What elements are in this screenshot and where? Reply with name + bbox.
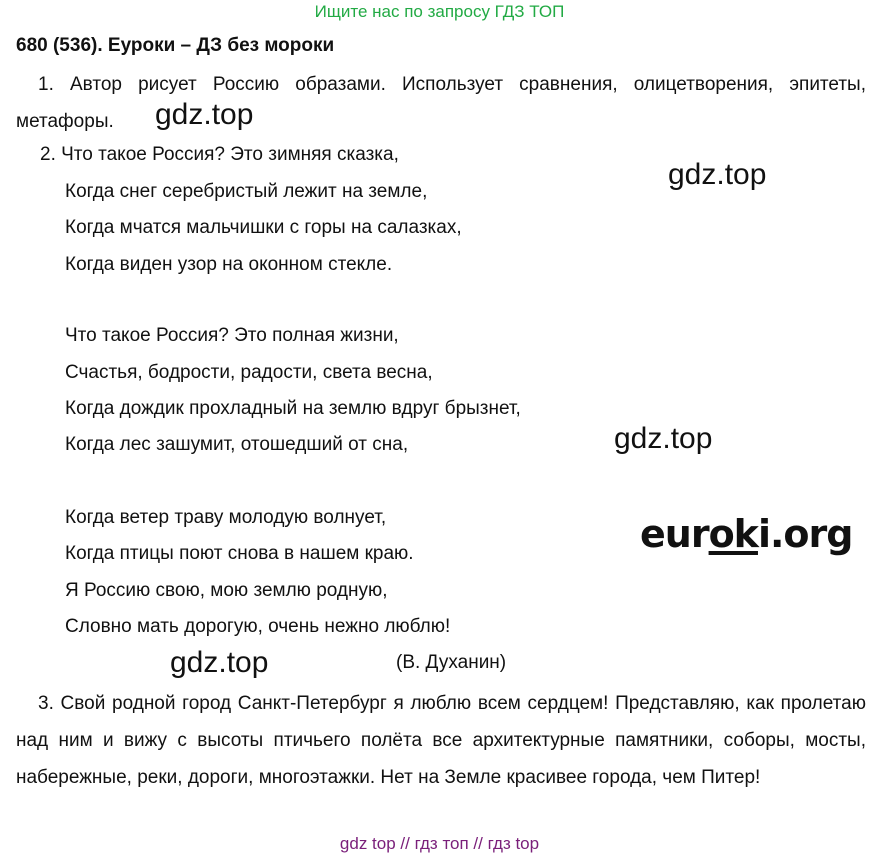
logo-part: eur — [640, 512, 709, 556]
answer-item-1: 1. Автор рисует Россию образами. Использует сравнения, олицетворения, эпитеты, метафоры. — [16, 74, 866, 132]
bottom-links[interactable]: gdz top // гдз топ // гдз top — [339, 834, 540, 853]
answer-item-2-label: 2. Что такое Россия? Это зимняя сказка, — [40, 144, 399, 165]
watermark-gdz: gdz.top — [614, 422, 713, 455]
poem-line: Я Россию свою, мою землю родную, — [65, 580, 388, 601]
watermark-gdz: gdz.top — [668, 158, 767, 191]
poem-line: Когда дождик прохладный на землю вдруг брызнет, — [65, 398, 521, 419]
poem-line: Когда снег серебристый лежит на земле, — [65, 181, 428, 202]
poem-line: Счастья, бодрости, радости, света весна, — [65, 362, 433, 383]
poem-line: Словно мать дорогую, очень нежно люблю! — [65, 616, 451, 637]
poem-line: Когда птицы поют снова в нашем краю. — [65, 543, 414, 564]
poem-line: Когда виден узор на оконном стекле. — [65, 254, 393, 275]
poem-line: Когда ветер траву молодую волнует, — [65, 507, 387, 528]
watermark-euroki-logo — [640, 512, 852, 556]
poem-line: Когда мчатся мальчишки с горы на салазках, — [65, 217, 462, 238]
watermark-gdz: gdz.top — [170, 646, 269, 679]
poem-line: Когда лес зашумит, отошедший от сна, — [65, 434, 409, 455]
poem-author: (В. Духанин) — [396, 652, 507, 673]
logo-part: ok — [708, 512, 758, 556]
top-banner-link[interactable]: Ищите нас по запросу ГДЗ ТОП — [314, 2, 565, 21]
task-heading: 680 (536). Еуроки – ДЗ без мороки — [16, 35, 335, 56]
watermark-gdz: gdz.top — [155, 98, 254, 131]
poem-line: Что такое Россия? Это полная жизни, — [65, 325, 399, 346]
logo-part: i.org — [757, 512, 853, 556]
answer-item-3: 3. Свой родной город Санкт-Петербург я люблю всем сердцем! Представляю, как пролетаю над ним и вижу с высоты птичьего полёта все архитектурные памятники, соборы, мосты, набережные, реки, дороги, многоэтажки. Нет на Земле красивее города, чем Питер! — [16, 693, 866, 788]
